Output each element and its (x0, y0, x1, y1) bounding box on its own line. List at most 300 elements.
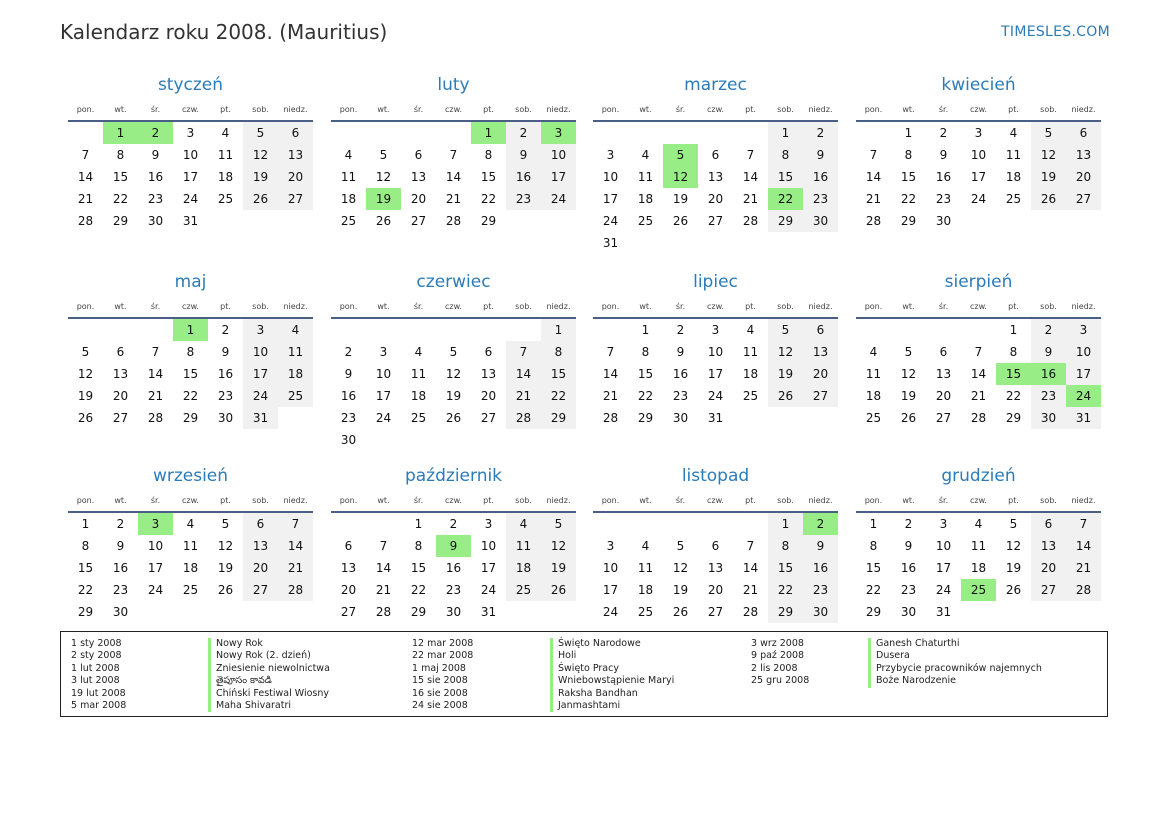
legend-holiday-date: 15 sie 2008 (412, 675, 468, 687)
day-cell: 9 (904, 539, 913, 553)
day-cell: 21 (742, 192, 759, 206)
weekday-label: niedz. (1071, 105, 1096, 114)
weekday-label: sob. (777, 105, 794, 114)
day-cell: 6 (1031, 513, 1066, 535)
day-cell: 5 (449, 345, 458, 359)
day-cell: 11 (340, 170, 357, 184)
day-cell: 9 (116, 539, 125, 553)
empty-cell (856, 122, 891, 144)
day-cell: 21 (506, 385, 541, 407)
day-cell: 1 (81, 517, 90, 531)
legend-names-col-3 (868, 638, 1042, 688)
day-cell: 24 (602, 214, 619, 228)
day-cell: 17 (935, 561, 952, 575)
weekday-label: śr. (413, 105, 424, 114)
day-cell: 28 (742, 605, 759, 619)
month-name: sierpień (944, 272, 1013, 292)
day-cell: 4 (278, 319, 313, 341)
day-cell: 9 (939, 148, 948, 162)
empty-cell (471, 319, 506, 341)
day-cell: 14 (970, 367, 987, 381)
day-cell: 4 (974, 517, 983, 531)
day-cell: 16 (112, 561, 129, 575)
weekday-label: czw. (707, 105, 724, 114)
day-cell: 10 (602, 170, 619, 184)
day-cell: 17 (1066, 363, 1101, 385)
weekday-label: czw. (445, 302, 462, 311)
day-cell: 22 (480, 192, 497, 206)
weekday-label: pt. (220, 496, 231, 505)
legend-holiday-name: Ganesh Chaturthi (868, 638, 1042, 650)
day-cell: 15 (480, 170, 497, 184)
weekday-label: śr. (675, 302, 686, 311)
day-cell: 19 (900, 389, 917, 403)
day-cell: 19 (77, 389, 94, 403)
day-cell: 13 (410, 170, 427, 184)
day-cell: 20 (243, 557, 278, 579)
day-cell: 16 (935, 170, 952, 184)
day-cell: 30 (803, 210, 838, 232)
empty-cell (663, 122, 698, 144)
day-cell: 30 (340, 433, 357, 447)
month-8 (68, 461, 313, 623)
weekday-label: niedz. (808, 105, 833, 114)
month-name: grudzień (941, 466, 1016, 486)
weekday-label: pt. (483, 302, 494, 311)
weekday-header (856, 297, 1101, 319)
holiday-legend (60, 631, 1108, 717)
legend-dates-col-2 (412, 638, 473, 712)
day-cell: 17 (602, 192, 619, 206)
day-cell: 7 (606, 345, 615, 359)
weekday-label: sob. (1040, 496, 1057, 505)
day-cell: 29 (768, 601, 803, 623)
weekday-label: czw. (182, 496, 199, 505)
day-cell: 27 (410, 214, 427, 228)
day-cell: 21 (445, 192, 462, 206)
day-cell: 26 (768, 385, 803, 407)
day-cell: 10 (182, 148, 199, 162)
legend-holiday-name: Przybycie pracowników najemnych (868, 663, 1042, 675)
day-cell: 6 (116, 345, 125, 359)
day-cell: 18 (1005, 170, 1022, 184)
day-cell: 2 (449, 517, 458, 531)
day-cell: 23 (506, 188, 541, 210)
day-cell: 15 (900, 170, 917, 184)
weekday-label: sob. (1040, 105, 1057, 114)
day-cell: 20 (707, 192, 724, 206)
empty-cell (506, 319, 541, 341)
day-cell: 25 (340, 214, 357, 228)
day-cell: 21 (602, 389, 619, 403)
day-cell: 20 (803, 363, 838, 385)
day-cell: 4 (186, 517, 195, 531)
weekday-label: pon. (76, 496, 95, 505)
weekday-label: niedz. (808, 302, 833, 311)
day-cell: 16 (672, 367, 689, 381)
day-cell: 8 (641, 345, 650, 359)
month-name: wrzesień (152, 466, 229, 486)
legend-holiday-name: Maha Shivaratri (208, 700, 330, 712)
day-cell: 1 (541, 319, 576, 341)
holiday-day-cell: 1 (103, 122, 138, 144)
day-cell: 7 (1066, 513, 1101, 535)
day-cell: 16 (803, 557, 838, 579)
legend-holiday-date: 22 mar 2008 (412, 650, 474, 662)
day-cell: 5 (1009, 517, 1018, 531)
day-cell: 9 (506, 144, 541, 166)
day-cell: 22 (182, 389, 199, 403)
weekday-header (856, 491, 1101, 513)
legend-holiday-date: 3 lut 2008 (71, 675, 120, 687)
empty-cell (331, 513, 366, 535)
month-name: kwiecień (941, 75, 1016, 95)
day-cell: 12 (900, 367, 917, 381)
day-cell: 16 (900, 561, 917, 575)
legend-holiday-name: Raksha Bandhan (550, 688, 674, 700)
day-cell: 21 (865, 192, 882, 206)
day-grid (331, 513, 576, 623)
weekday-label: wt. (114, 496, 127, 505)
day-cell: 10 (1066, 341, 1101, 363)
day-cell: 10 (375, 367, 392, 381)
weekday-label: pt. (483, 496, 494, 505)
weekday-label: wt. (639, 105, 652, 114)
day-cell: 25 (217, 192, 234, 206)
day-cell: 16 (147, 170, 164, 184)
day-cell: 28 (445, 214, 462, 228)
day-cell: 3 (243, 319, 278, 341)
day-cell: 27 (803, 385, 838, 407)
empty-cell (366, 513, 401, 535)
day-cell: 30 (803, 601, 838, 623)
weekday-label: niedz. (546, 302, 571, 311)
weekday-label: sob. (252, 105, 269, 114)
weekday-label: czw. (707, 496, 724, 505)
day-cell: 28 (970, 411, 987, 425)
weekday-label: pt. (1008, 105, 1019, 114)
day-cell: 15 (865, 561, 882, 575)
day-cell: 9 (803, 535, 838, 557)
weekday-label: sob. (515, 496, 532, 505)
empty-cell (331, 122, 366, 144)
weekday-label: śr. (150, 496, 161, 505)
day-cell: 18 (970, 561, 987, 575)
empty-cell (733, 122, 768, 144)
weekday-label: śr. (675, 105, 686, 114)
weekday-label: sob. (515, 302, 532, 311)
day-cell: 23 (1031, 385, 1066, 407)
weekday-label: pon. (864, 496, 883, 505)
day-cell: 13 (707, 561, 724, 575)
day-cell: 17 (480, 561, 497, 575)
month-2 (593, 70, 838, 254)
weekday-label: wt. (114, 105, 127, 114)
empty-cell (331, 319, 366, 341)
day-cell: 2 (1031, 319, 1066, 341)
day-cell: 5 (904, 345, 913, 359)
day-cell: 17 (970, 170, 987, 184)
day-cell: 15 (637, 367, 654, 381)
legend-holiday-date: 25 gru 2008 (751, 675, 810, 687)
day-cell: 29 (410, 605, 427, 619)
legend-holiday-name: Święto Pracy (550, 663, 674, 675)
weekday-header (593, 491, 838, 513)
month-name: maj (174, 272, 207, 292)
day-cell: 4 (746, 323, 755, 337)
weekday-label: niedz. (808, 496, 833, 505)
day-cell: 19 (1005, 561, 1022, 575)
day-cell: 19 (768, 363, 803, 385)
weekday-label: pon. (339, 105, 358, 114)
weekday-label: wt. (377, 496, 390, 505)
day-cell: 3 (484, 517, 493, 531)
weekday-label: wt. (639, 302, 652, 311)
legend-names-col-2 (550, 638, 674, 712)
legend-holiday-date: 1 maj 2008 (412, 662, 466, 674)
day-cell: 31 (182, 214, 199, 228)
day-cell: 20 (410, 192, 427, 206)
day-cell: 31 (1066, 407, 1101, 429)
holiday-day-cell: 1 (173, 319, 208, 341)
day-cell: 2 (116, 517, 125, 531)
legend-holiday-date: 9 paź 2008 (751, 650, 805, 662)
day-cell: 28 (865, 214, 882, 228)
day-cell: 14 (506, 363, 541, 385)
day-cell: 2 (803, 122, 838, 144)
day-cell: 10 (541, 144, 576, 166)
day-cell: 6 (484, 345, 493, 359)
day-cell: 4 (414, 345, 423, 359)
day-cell: 8 (904, 148, 913, 162)
weekday-header (68, 491, 313, 513)
day-cell: 4 (1009, 126, 1018, 140)
day-cell: 17 (182, 170, 199, 184)
day-cell: 6 (414, 148, 423, 162)
day-cell: 18 (340, 192, 357, 206)
weekday-label: pt. (1008, 496, 1019, 505)
weekday-header (68, 297, 313, 319)
day-cell: 23 (445, 583, 462, 597)
day-cell: 26 (672, 214, 689, 228)
day-cell: 20 (935, 389, 952, 403)
day-cell: 6 (711, 539, 720, 553)
weekday-label: śr. (150, 302, 161, 311)
day-cell: 10 (935, 539, 952, 553)
day-cell: 11 (506, 535, 541, 557)
legend-holiday-name: Dusera (868, 650, 1042, 662)
weekday-label: śr. (938, 496, 949, 505)
day-cell: 29 (77, 605, 94, 619)
month-1 (331, 70, 576, 232)
day-cell: 20 (480, 389, 497, 403)
day-cell: 25 (865, 411, 882, 425)
day-cell: 26 (1005, 583, 1022, 597)
day-cell: 6 (711, 148, 720, 162)
day-cell: 6 (344, 539, 353, 553)
day-cell: 7 (81, 148, 90, 162)
holiday-day-cell: 2 (803, 513, 838, 535)
day-cell: 19 (1031, 166, 1066, 188)
day-cell: 7 (746, 148, 755, 162)
day-cell: 15 (77, 561, 94, 575)
day-cell: 2 (221, 323, 230, 337)
day-cell: 26 (672, 605, 689, 619)
month-9 (331, 461, 576, 623)
weekday-label: sob. (777, 496, 794, 505)
day-cell: 19 (672, 192, 689, 206)
day-cell: 29 (865, 605, 882, 619)
day-cell: 14 (445, 170, 462, 184)
day-cell: 5 (1031, 122, 1066, 144)
holiday-day-cell: 12 (663, 166, 698, 188)
day-cell: 14 (865, 170, 882, 184)
day-cell: 27 (1066, 188, 1101, 210)
day-cell: 29 (900, 214, 917, 228)
day-cell: 22 (768, 579, 803, 601)
day-cell: 3 (974, 126, 983, 140)
empty-cell (366, 122, 401, 144)
site-link[interactable]: TIMESLES.COM (1001, 24, 1110, 40)
day-cell: 6 (278, 122, 313, 144)
day-cell: 18 (506, 557, 541, 579)
day-cell: 4 (344, 148, 353, 162)
day-grid (856, 513, 1101, 623)
legend-holiday-name: Zniesienie niewolnictwa (208, 663, 330, 675)
day-cell: 2 (344, 345, 353, 359)
legend-holiday-date: 1 lut 2008 (71, 662, 120, 674)
day-grid (856, 319, 1101, 429)
day-cell: 7 (449, 148, 458, 162)
month-name: lipiec (693, 272, 738, 292)
weekday-label: wt. (639, 496, 652, 505)
empty-cell (961, 319, 996, 341)
day-cell: 12 (445, 367, 462, 381)
empty-cell (436, 122, 471, 144)
day-cell: 5 (243, 122, 278, 144)
day-cell: 21 (77, 192, 94, 206)
day-cell: 17 (243, 363, 278, 385)
day-grid (593, 513, 838, 623)
day-cell: 24 (707, 389, 724, 403)
day-cell: 28 (602, 411, 619, 425)
day-cell: 23 (900, 583, 917, 597)
holiday-day-cell: 3 (541, 122, 576, 144)
day-cell: 18 (278, 363, 313, 385)
empty-cell (856, 319, 891, 341)
day-cell: 28 (375, 605, 392, 619)
day-cell: 27 (243, 579, 278, 601)
day-cell: 17 (375, 389, 392, 403)
weekday-header (331, 100, 576, 122)
day-cell: 11 (410, 367, 427, 381)
weekday-label: sob. (252, 496, 269, 505)
day-cell: 15 (541, 363, 576, 385)
day-cell: 21 (742, 583, 759, 597)
day-cell: 19 (217, 561, 234, 575)
weekday-label: śr. (938, 302, 949, 311)
weekday-label: pon. (601, 496, 620, 505)
empty-cell (698, 122, 733, 144)
day-cell: 6 (1066, 122, 1101, 144)
day-cell: 7 (869, 148, 878, 162)
day-cell: 4 (869, 345, 878, 359)
weekday-label: pon. (339, 496, 358, 505)
legend-holiday-name: Janmashtami (550, 700, 674, 712)
day-cell: 30 (900, 605, 917, 619)
month-name: październik (404, 466, 503, 486)
weekday-label: czw. (970, 302, 987, 311)
holiday-day-cell: 3 (138, 513, 173, 535)
legend-holiday-name: Holi (550, 650, 674, 662)
day-cell: 20 (1031, 557, 1066, 579)
day-cell: 5 (676, 539, 685, 553)
day-cell: 14 (1066, 535, 1101, 557)
weekday-label: śr. (150, 105, 161, 114)
day-cell: 31 (935, 605, 952, 619)
empty-cell (628, 122, 663, 144)
day-cell: 12 (672, 561, 689, 575)
day-cell: 20 (707, 583, 724, 597)
weekday-label: wt. (902, 302, 915, 311)
day-cell: 9 (1031, 341, 1066, 363)
day-cell: 23 (112, 583, 129, 597)
day-cell: 15 (112, 170, 129, 184)
day-cell: 26 (1031, 188, 1066, 210)
day-cell: 1 (869, 517, 878, 531)
day-cell: 12 (77, 367, 94, 381)
day-cell: 28 (278, 579, 313, 601)
day-cell: 18 (637, 583, 654, 597)
holiday-day-cell: 24 (1066, 385, 1101, 407)
day-cell: 11 (637, 170, 654, 184)
empty-cell (401, 122, 436, 144)
weekday-label: pt. (1008, 302, 1019, 311)
day-cell: 10 (480, 539, 497, 553)
weekday-label: sob. (777, 302, 794, 311)
weekday-label: czw. (182, 105, 199, 114)
day-cell: 9 (676, 345, 685, 359)
day-cell: 21 (147, 389, 164, 403)
day-cell: 23 (803, 579, 838, 601)
weekday-label: pt. (483, 105, 494, 114)
month-11 (856, 461, 1101, 623)
day-cell: 27 (935, 411, 952, 425)
day-cell: 11 (278, 341, 313, 363)
day-cell: 20 (340, 583, 357, 597)
day-cell: 10 (970, 148, 987, 162)
month-3 (856, 70, 1101, 232)
day-cell: 21 (1066, 557, 1101, 579)
day-cell: 6 (803, 319, 838, 341)
empty-cell (593, 513, 628, 535)
day-cell: 24 (243, 385, 278, 407)
day-cell: 31 (602, 236, 619, 250)
day-cell: 28 (1066, 579, 1101, 601)
day-cell: 26 (243, 188, 278, 210)
day-cell: 26 (445, 411, 462, 425)
holiday-day-cell: 25 (961, 579, 996, 601)
day-cell: 29 (182, 411, 199, 425)
day-cell: 8 (414, 539, 423, 553)
empty-cell (138, 319, 173, 341)
weekday-label: śr. (938, 105, 949, 114)
day-cell: 2 (506, 122, 541, 144)
day-cell: 14 (602, 367, 619, 381)
day-cell: 13 (112, 367, 129, 381)
day-cell: 14 (278, 535, 313, 557)
weekday-label: wt. (377, 105, 390, 114)
